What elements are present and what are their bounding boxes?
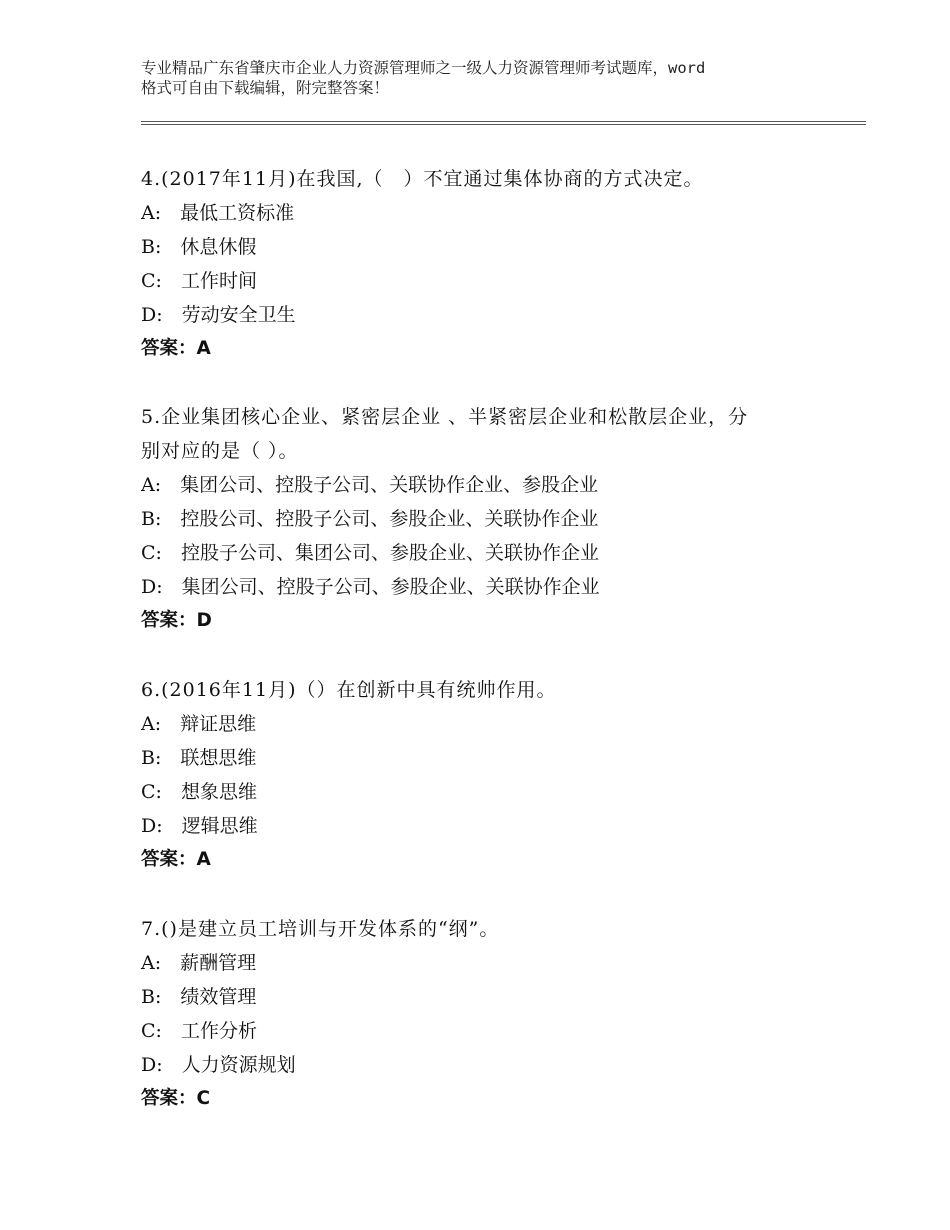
document-header <box>141 58 831 98</box>
question-block <box>141 912 821 1116</box>
answer-line: 答案：D <box>141 610 212 631</box>
answer-line: 答案：A <box>141 849 211 870</box>
option-a: A: 最低工资标准 <box>141 202 295 224</box>
header-line: 专业精品广东省肇庆市企业人力资源管理师之一级人力资源管理师考试题库，word <box>141 59 706 77</box>
question-stem: 5.企业集团核心企业、紧密层企业 、半紧密层企业和松散层企业，分 <box>141 406 749 428</box>
question-block <box>141 162 821 366</box>
option-a: A: 集团公司、控股子公司、关联协作企业、参股企业 <box>141 474 599 496</box>
question-stem: 7.()是建立员工培训与开发体系的“纲”。 <box>141 918 500 940</box>
option-d: D: 逻辑思维 <box>141 815 258 837</box>
option-d: D: 集团公司、控股子公司、参股企业、关联协作企业 <box>141 576 600 598</box>
option-c: C: 工作分析 <box>141 1020 257 1042</box>
question-block <box>141 400 821 638</box>
option-b: B: 联想思维 <box>141 747 257 769</box>
question-stem: 6.(2016年11月)（）在创新中具有统帅作用。 <box>141 679 557 701</box>
option-a: A: 薪酬管理 <box>141 952 257 974</box>
option-b: B: 控股公司、控股子公司、参股企业、关联协作企业 <box>141 508 599 530</box>
answer-line: 答案：C <box>141 1088 211 1109</box>
option-d: D: 劳动安全卫生 <box>141 304 296 326</box>
option-b: B: 绩效管理 <box>141 986 257 1008</box>
option-a: A: 辩证思维 <box>141 713 257 735</box>
question-block <box>141 673 821 877</box>
option-c: C: 想象思维 <box>141 781 257 803</box>
header-divider <box>141 124 866 125</box>
header-line: 格式可自由下载编辑，附完整答案！ <box>141 79 390 97</box>
option-d: D: 人力资源规划 <box>141 1054 296 1076</box>
header-divider <box>141 121 866 122</box>
option-b: B: 休息休假 <box>141 236 257 258</box>
question-stem: 4.(2017年11月)在我国,（ ）不宜通过集体协商的方式决定。 <box>141 168 704 190</box>
option-c: C: 控股子公司、集团公司、参股企业、关联协作企业 <box>141 542 599 564</box>
answer-line: 答案：A <box>141 338 211 359</box>
question-stem-continued: 别对应的是（ ）。 <box>141 440 299 462</box>
option-c: C: 工作时间 <box>141 270 257 292</box>
